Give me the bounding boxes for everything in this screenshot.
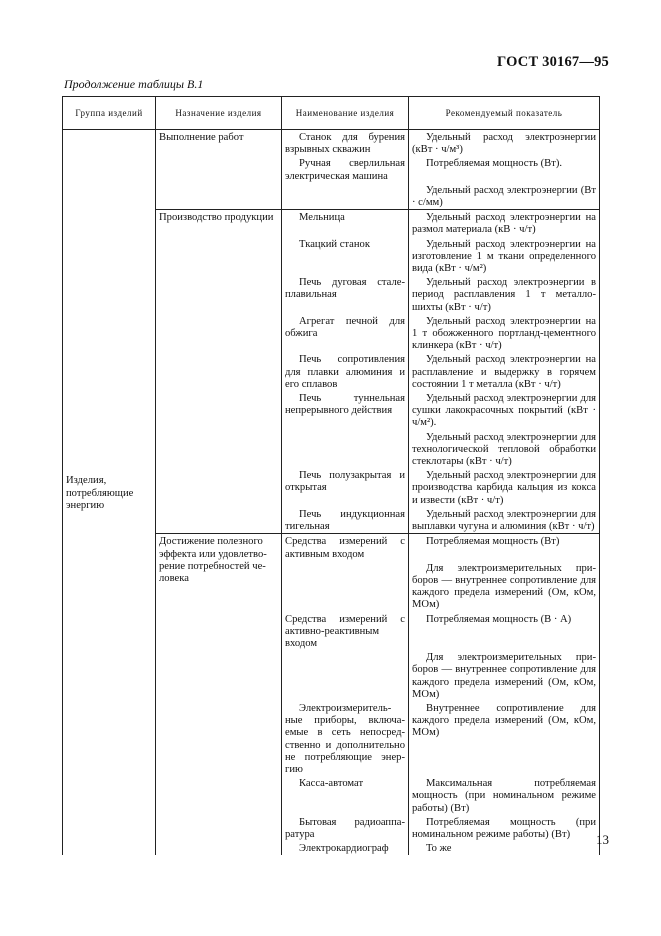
product-name-cell: Электрокардиограф [282,841,409,855]
page-number: 13 [596,832,609,847]
indicator-cell: Потребляемая мощность (при номинальном режиме работы) (Вт) [409,815,600,841]
product-name-cell: Печь туннельная непрерывного действия [282,391,409,430]
indicator-cell: То же [409,841,600,855]
purpose-cell: Выполнение работ [156,130,282,210]
product-name-cell: Печь индукционная тигельная [282,507,409,534]
table-header-row [63,97,600,130]
product-name-cell: Печь дуговая стале-плавильная [282,275,409,314]
indicator-cell: Для электроизмерительных при-боров — внутреннее сопротивление для каждого предела измерений (Ом, кОм, МОм) [409,650,600,701]
indicator-cell: Удельный расход электроэнергии (Вт · с/мм) [409,183,600,210]
indicator-cell: Удельный расход электроэнергии для производства карбида кальция из кокса и извести (кВт · ч/т) [409,468,600,507]
product-name-cell: Печь полузакрытая и открытая [282,468,409,507]
indicator-cell: Удельный расход электроэнергии для выплавки чугуна и алюминия (кВт · ч/т) [409,507,600,534]
product-name-cell [282,430,409,469]
indicator-cell: Удельный расход электроэнергии в период расплавления 1 т металло-шихты (кВт · ч/т) [409,275,600,314]
product-name-cell: Агрегат печной для обжига [282,314,409,353]
product-name-cell: Ручная сверлильная электрическая машина [282,156,409,182]
indicator-cell: Удельный расход электроэнергии на изготовление 1 м ткани определенного вида (кВт · ч/м²) [409,237,600,276]
indicator-cell: Удельный расход электроэнергии на размол материала (кВ · ч/т) [409,210,600,237]
product-name-cell [282,650,409,701]
table-row [63,130,600,157]
indicator-cell: Потребляемая мощность (В · А) [409,612,600,651]
products-table [62,96,600,855]
col-header-group: Группа изделий [63,97,156,130]
product-name-cell: Станок для бурения взрывных скважин [282,130,409,157]
col-header-indicator: Рекомендуемый показатель [409,97,600,130]
indicator-cell: Максимальная потребляемая мощность (при номинальном режиме работы) (Вт) [409,776,600,815]
col-header-purpose: Назначение изделия [156,97,282,130]
product-name-cell: Мельница [282,210,409,237]
product-name-cell: Ткацкий станок [282,237,409,276]
table-caption: Продолжение таблицы В.1 [64,77,204,91]
indicator-cell: Удельный расход электроэнергии на расплавление и выдержку в горячем состоянии 1 т металла (кВт · ч/т) [409,352,600,391]
product-group-cell: Изделия, потребляющие энергию [63,130,156,856]
col-header-name: Наименование изделия [282,97,409,130]
product-name-cell: Касса-автомат [282,776,409,815]
product-name-cell: Средства измерений с активно-реактивным входом [282,612,409,651]
product-name-cell: Бытовая радиоаппа-ратура [282,815,409,841]
product-name-cell: Печь сопротивления для плавки алюминия и его сплавов [282,352,409,391]
indicator-cell: Для электроизмерительных при-боров — внутреннее сопротивление для каждого предела измерений (Ом, кОм, МОм) [409,561,600,612]
product-name-cell [282,183,409,210]
indicator-cell: Потребляемая мощность (Вт). [409,156,600,182]
document-code: ГОСТ 30167—95 [497,54,609,70]
purpose-cell: Производство продукции [156,210,282,534]
indicator-cell: Удельный расход электроэнергии для сушки лакокрасочных покрытий (кВт · ч/м²). [409,391,600,430]
indicator-cell: Удельный расход электроэнергии для технологической тепловой обработки стеклотары (кВт · ч/т) [409,430,600,469]
product-name-cell [282,561,409,612]
indicator-cell: Удельный расход электроэнергии (кВт · ч/м³) [409,130,600,157]
indicator-cell: Удельный расход электроэнергии на 1 т обожженного портланд-цементного клинкера (кВт · ч/т) [409,314,600,353]
product-name-cell: Электроизмеритель-ные приборы, включа-емые в сеть непосред-ственно и дополнительно не потребляющие энер-гию [282,701,409,776]
indicator-cell: Потребляемая мощность (Вт) [409,534,600,561]
product-name-cell: Средства измерений с активным входом [282,534,409,561]
indicator-cell: Внутреннее сопротивление для каждого предела измерений (Ом, кОм, МОм) [409,701,600,776]
purpose-cell: Достижение полезного эффекта или удовлетво-рение потребностей че-ловека [156,534,282,856]
